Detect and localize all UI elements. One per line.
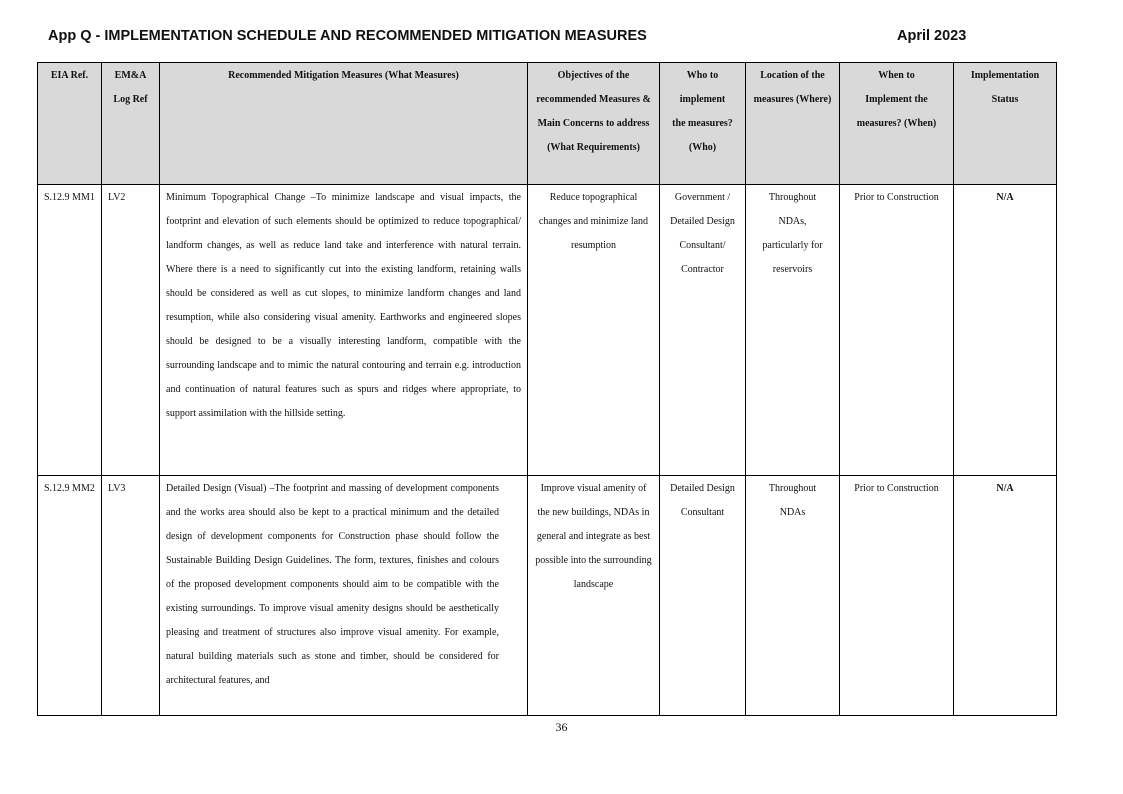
column-header-ema-log-ref: EM&A Log Ref <box>102 63 160 185</box>
table-header-row <box>38 63 1057 185</box>
cell-status: N/A <box>954 185 1057 476</box>
cell-when: Prior to Construction <box>840 185 954 476</box>
cell-eia-ref: S.12.9 MM1 <box>38 185 102 476</box>
column-header-eia-ref: EIA Ref. <box>38 63 102 185</box>
page-number: 36 <box>555 720 568 734</box>
page-title: App Q - IMPLEMENTATION SCHEDULE AND RECOMMENDED MITIGATION MEASURES <box>48 28 647 44</box>
column-header-status: Implementation Status <box>954 63 1057 185</box>
cell-location: Throughout NDAs, particularly for reservoirs <box>746 185 840 476</box>
column-header-location: Location of the measures (Where) <box>746 63 840 185</box>
column-header-who: Who to implement the measures? (Who) <box>660 63 746 185</box>
cell-who: Government / Detailed Design Consultant/ Contractor <box>660 185 746 476</box>
cell-eia-ref: S.12.9 MM2 <box>38 476 102 716</box>
column-header-when: When to Implement the measures? (When) <box>840 63 954 185</box>
column-header-objectives: Objectives of the recommended Measures & Main Concerns to address (What Requirements) <box>528 63 660 185</box>
table-row <box>38 476 1057 716</box>
column-header-measures: Recommended Mitigation Measures (What Measures) <box>160 63 528 185</box>
implementation-schedule-table <box>37 62 1057 716</box>
cell-ema-log-ref: LV2 <box>102 185 160 476</box>
cell-measures: Minimum Topographical Change –To minimize landscape and visual impacts, the footprint and elevation of such elements should be optimized to reduce topographical/ landform changes, as well as reduce land take and interference with natural terrain. Where there is a need to significantly cut into the existing landform, retaining walls should be considered as well as cut slopes, to minimize landform changes and land resumption, while also considering visual amenity. Earthworks and engineered slopes should be designed to be a visually interesting landform, compatible with the surrounding landscape and to mimic the natural contouring and terrain e.g. introduction and continuation of natural features such as spurs and ridges where appropriate, to support assimilation with the hillside setting. <box>160 185 528 476</box>
cell-when: Prior to Construction <box>840 476 954 716</box>
cell-objectives: Improve visual amenity of the new buildings, NDAs in general and integrate as best possible into the surrounding landscape <box>528 476 660 716</box>
document-date: April 2023 <box>897 28 967 44</box>
cell-ema-log-ref: LV3 <box>102 476 160 716</box>
cell-status: N/A <box>954 476 1057 716</box>
cell-location: Throughout NDAs <box>746 476 840 716</box>
table-row <box>38 185 1057 476</box>
cell-objectives: Reduce topographical changes and minimize land resumption <box>528 185 660 476</box>
cell-who: Detailed Design Consultant <box>660 476 746 716</box>
cell-measures: Detailed Design (Visual) –The footprint and massing of development components and the works area should also be kept to a practical minimum and the detailed design of development components for Construction phase should follow the Sustainable Building Design Guidelines. The form, textures, finishes and colours of the proposed development components should aim to be compatible with the existing surroundings. To improve visual amenity designs should be aesthetically pleasing and treatment of structures also improve visual amenity. For example, natural building materials such as stone and timber, should be considered for architectural features, and <box>160 476 528 716</box>
